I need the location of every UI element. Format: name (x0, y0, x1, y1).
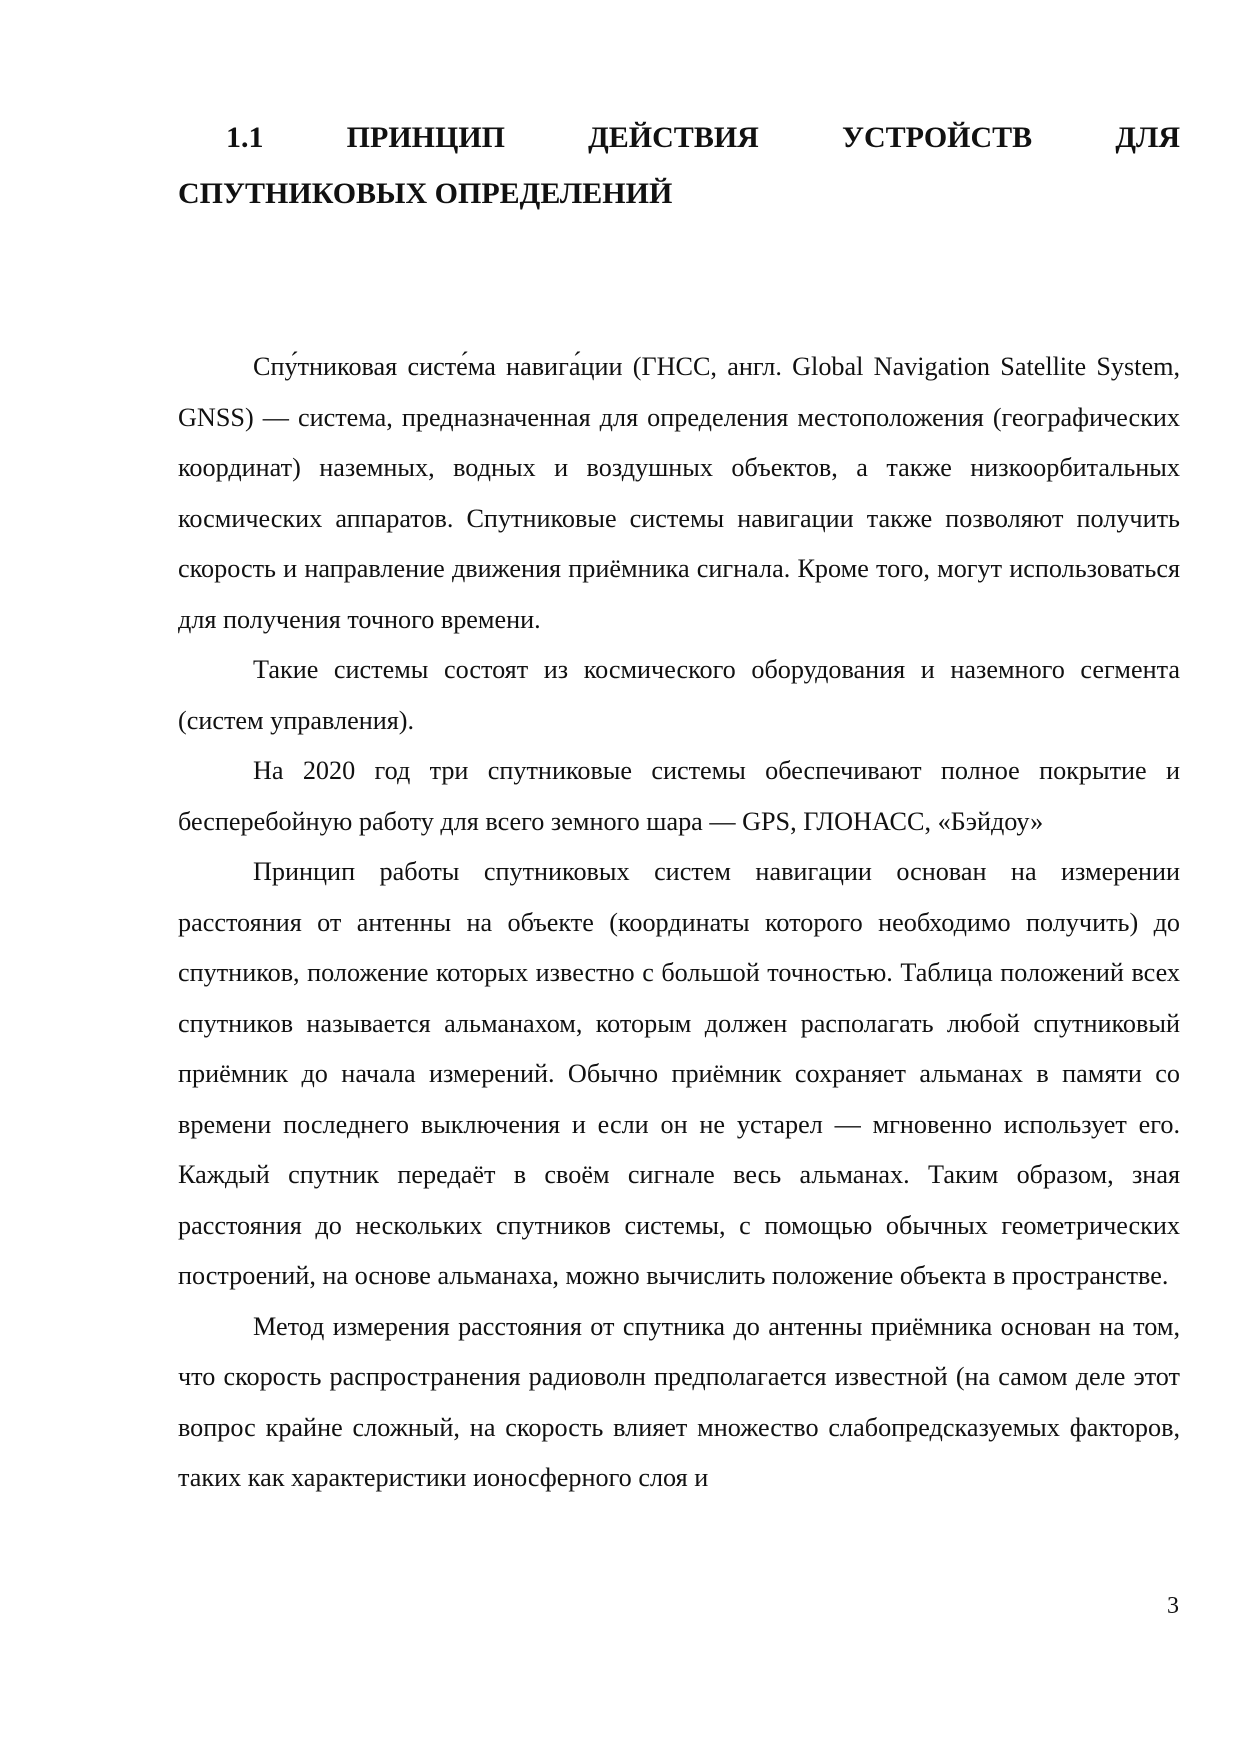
paragraph-system-composition: Такие системы состоят из космического оборудования и наземного сегмента (систем управления). (178, 655, 1180, 735)
heading-word: ПРИНЦИП (346, 121, 505, 154)
section-number: 1.1 (226, 121, 264, 154)
paragraph-distance-method: Метод измерения расстояния от спутника до антенны приёмника основан на том, что скорость распространения радиоволн предполагается известной (на самом деле этот вопрос крайне сложный, на скорость влияет множество слабопредсказуемых факторов, таких как характеристики ионосферного слоя и (178, 1311, 1180, 1492)
paragraph-operating-principle: Принцип работы спутниковых систем навигации основан на измерении расстояния от антенны на объекте (координаты которого необходимо получить) до спутников, положение которых известно с большой точностью. Таблица положений всех спутников называется альманахом, которым должен располагать любой спутниковый приёмник до начала измерений. Обычно приёмник сохраняет альманах в памяти со времени последнего выключения и если он не устарел — мгновенно использует его. Каждый спутник передаёт в своём сигнале весь альманах. Таким образом, зная расстояния до нескольких спутников системы, с помощью обычных геометрических построений, на основе альманаха, можно вычислить положение объекта в пространстве. (178, 857, 1180, 1290)
heading-word: ДЕЙСТВИЯ (588, 121, 759, 154)
paragraph-gnss-definition: Спу́тниковая систе́ма навига́ции (ГНСС, англ. Global Navigation Satellite System, GNSS) — система, предназначенная для определения местоположения (географических координат) наземных, водных и воздушных объектов, а также низкоорбитальных космических аппаратов. Спутниковые системы навигации также позволяют получить скорость и направление движения приёмника сигнала. Кроме того, могут использоваться для получения точного времени. (178, 352, 1180, 634)
heading-word: УСТРОЙСТВ (841, 121, 1033, 154)
heading-line-1 (226, 110, 1180, 166)
body-text (178, 342, 1180, 1504)
heading-line-2: СПУТНИКОВЫХ ОПРЕДЕЛЕНИЙ (178, 177, 673, 210)
page-number: 3 (1167, 1593, 1179, 1619)
paragraph-global-systems: На 2020 год три спутниковые системы обеспечивают полное покрытие и бесперебойную работу для всего земного шара — GPS, ГЛОНАСС, «Бэйдоу» (178, 756, 1180, 836)
heading-word: ДЛЯ (1115, 121, 1181, 154)
